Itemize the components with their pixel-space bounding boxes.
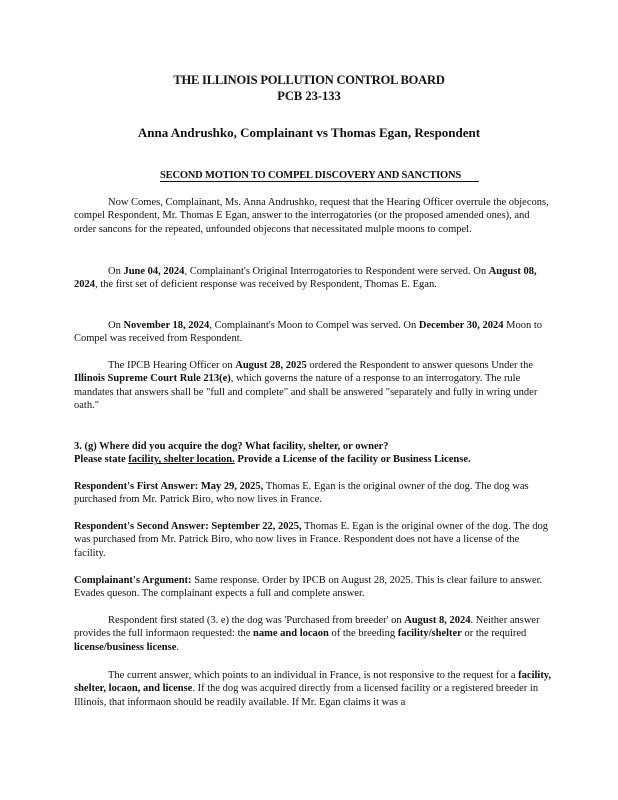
underlined-facility-shelter: facility, shelter location.: [128, 454, 235, 466]
order-date: August 28, 2025: [235, 360, 307, 371]
first-statement-paragraph: Respondent first stated (3. e) the dog was 'Purchased from breeder' on August 8, 2024. Neither answer provides the full informaon requested: the name and locaon of the breeding facility/shelter or the required license/business license.: [74, 615, 540, 653]
date-december-30-2024: December 30, 2024: [418, 320, 504, 331]
interrogatory-question: 3. (g) Where did you acquire the dog? What facility, shelter, or owner? Please state facility, shelter location. Provide a License of the facility or Business License.: [74, 441, 471, 466]
respondent-first-answer: Respondent's First Answer: May 29, 2025, Thomas E. Egan is the original owner of the dog. The dog was purchased from Mr. Patrick Biro, who now lives in France.: [74, 481, 529, 506]
respondent-second-answer: Respondent's Second Answer: September 22, 2025, Thomas E. Egan is the original owner of the dog. The dog was purchased from Mr. Patrick Biro, who now lives in France. Respondent does not have a license of the facility.: [74, 521, 548, 559]
timeline-paragraph-1: On June 04, 2024, Complainant's Original Interrogatories to Respondent were served. On August 08, 2024, the first set of deficient response was received by Respondent, Thomas E. Egan.: [74, 266, 537, 291]
date-june-04-2024: June 04, 2024: [123, 266, 185, 277]
date-august-08-2024: August 08, 2024: [74, 266, 537, 291]
case-parties: Anna Andrushko, Complainant vs Thomas Egan, Respondent: [137, 125, 481, 140]
motion-title: SECOND MOTION TO COMPEL DISCOVERY AND SANCTIONS: [160, 170, 479, 182]
intro-paragraph: Now Comes, Complainant, Ms. Anna Andrushko, request that the Hearing Officer overrule the objecons, compel Respondent, Mr. Thomas E Egan, answer to the interrogatories (or the proposed amended ones), and order sancons for the repeated, unfounded objecons that necessitated mulple moons to compel.: [74, 197, 549, 235]
date-november-18-2024: November 18, 2024: [123, 320, 210, 331]
current-answer-paragraph: The current answer, which points to an individual in France, is not responsive to the request for a facility, shelter, locaon, and license. If the dog was acquired directly from a licensed facility or a registered breeder in Illinois, that informaon should be readily available. If Mr. Egan claims it was a: [74, 670, 552, 708]
timeline-paragraph-2: On November 18, 2024, Complainant's Moon to Compel was served. On December 30, 2024 Moon to Compel was received from Respondent.: [74, 320, 543, 345]
complainant-argument: Complainant's Argument: Same response. Order by IPCB on August 28, 2025. This is clear failure to answer. Evades queson. The complainant expects a full and complete answer.: [74, 575, 543, 600]
case-number: PCB 23-133: [277, 89, 341, 103]
rule-reference: Illinois Supreme Court Rule 213(e): [74, 373, 231, 385]
board-title: THE ILLINOIS POLLUTION CONTROL BOARD: [173, 73, 445, 87]
order-paragraph: The IPCB Hearing Officer on August 28, 2025 ordered the Respondent to answer quesons Under the Illinois Supreme Court Rule 213(e), which governs the nature of a response to an interrogatory. The rule mandates that answers shall be "full and complete" and shall be answered "separately and fully in wring under oath.": [74, 360, 538, 412]
